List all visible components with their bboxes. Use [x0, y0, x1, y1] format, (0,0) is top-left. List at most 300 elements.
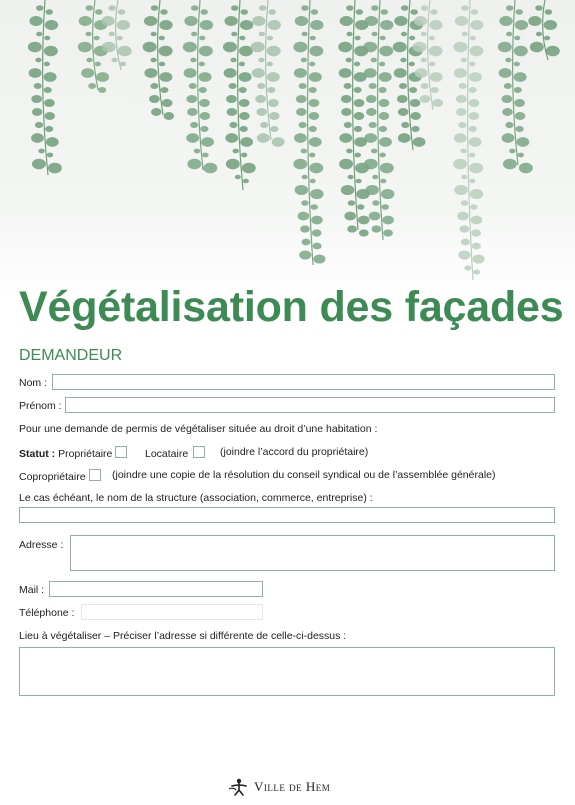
- eucalyptus-leaf: [346, 32, 352, 37]
- eucalyptus-leaf: [536, 32, 542, 37]
- eucalyptus-leaf: [162, 99, 173, 107]
- eucalyptus-leaf: [514, 36, 520, 41]
- nom-label: Nom :: [19, 377, 48, 389]
- eucalyptus-leaf: [514, 62, 520, 67]
- eucalyptus-leaf: [164, 112, 175, 120]
- eucalyptus-leaf: [379, 46, 393, 56]
- telephone-field[interactable]: [81, 604, 263, 620]
- coproprietaire-checkbox[interactable]: [89, 469, 101, 481]
- eucalyptus-leaf: [300, 225, 310, 232]
- adresse-field[interactable]: [70, 535, 555, 571]
- eucalyptus-leaf: [471, 229, 481, 236]
- prenom-label: Prénom :: [19, 400, 62, 412]
- eucalyptus-leaf: [45, 20, 58, 30]
- eucalyptus-leaf: [36, 5, 43, 11]
- eucalyptus-leaf: [313, 254, 325, 263]
- eucalyptus-leaf: [453, 42, 467, 52]
- eucalyptus-leaf: [535, 5, 542, 11]
- eucalyptus-leaf: [302, 32, 308, 37]
- eucalyptus-leaf: [268, 99, 279, 107]
- eucalyptus-leaf: [379, 126, 387, 132]
- eucalyptus-leaf: [45, 9, 52, 15]
- eucalyptus-leaf: [311, 204, 318, 210]
- eucalyptus-leaf: [309, 99, 320, 107]
- eucalyptus-leaf: [544, 20, 557, 30]
- locataire-option: [145, 446, 205, 460]
- eucalyptus-leaf: [398, 133, 411, 143]
- statut-label: Statut :: [19, 448, 56, 460]
- eucalyptus-leaf: [379, 112, 390, 120]
- eucalyptus-leaf: [379, 153, 385, 158]
- eucalyptus-leaf: [430, 72, 443, 82]
- eucalyptus-leaf: [469, 137, 482, 147]
- eucalyptus-leaf: [421, 58, 427, 63]
- eucalyptus-leaf: [546, 46, 560, 56]
- eucalyptus-leaf: [365, 16, 378, 26]
- eucalyptus-leaf: [365, 185, 378, 195]
- eucalyptus-leaf: [415, 68, 428, 78]
- eucalyptus-leaf: [341, 185, 354, 195]
- eucalyptus-leaf: [47, 153, 53, 158]
- prenom-field[interactable]: [65, 397, 555, 413]
- eucalyptus-leaf: [267, 62, 273, 67]
- eucalyptus-leaf: [256, 108, 267, 116]
- eucalyptus-leaf: [339, 68, 352, 78]
- eucalyptus-leaf: [260, 122, 268, 128]
- eucalyptus-leaf: [515, 20, 528, 30]
- eucalyptus-leaf: [239, 87, 247, 93]
- eucalyptus-leaf: [117, 20, 130, 30]
- eucalyptus-leaf: [506, 5, 513, 11]
- eucalyptus-leaf: [464, 265, 471, 270]
- eucalyptus-leaf: [363, 42, 377, 52]
- eucalyptus-leaf: [380, 36, 386, 41]
- eucalyptus-leaf: [259, 5, 266, 11]
- eucalyptus-leaf: [364, 159, 378, 169]
- footer-logo: [228, 778, 330, 796]
- eucalyptus-leaf: [460, 225, 470, 232]
- eucalyptus-leaf: [311, 9, 318, 15]
- eucalyptus-leaf: [346, 149, 352, 154]
- eucalyptus-leaf: [515, 112, 526, 120]
- eucalyptus-leaf: [295, 185, 308, 195]
- eucalyptus-leaf: [459, 83, 467, 89]
- eucalyptus-leaf: [514, 46, 528, 56]
- eucalyptus-leaf: [44, 87, 52, 93]
- eucalyptus-leaf: [516, 137, 529, 147]
- eucalyptus-leaf: [267, 87, 275, 93]
- eucalyptus-leaf: [102, 42, 116, 52]
- eucalyptus-leaf: [267, 36, 273, 41]
- eucalyptus-leaf: [239, 72, 252, 82]
- eucalyptus-leaf: [184, 16, 197, 26]
- eucalyptus-leaf: [364, 133, 377, 143]
- eucalyptus-leaf: [259, 32, 265, 37]
- eucalyptus-leaf: [199, 62, 205, 67]
- eucalyptus-leaf: [348, 200, 355, 206]
- eucalyptus-leaf: [241, 153, 247, 158]
- eucalyptus-leaf: [243, 179, 249, 184]
- eucalyptus-leaf: [143, 42, 157, 52]
- eucalyptus-leaf: [371, 5, 378, 11]
- eucalyptus-leaf: [44, 112, 55, 120]
- eucalyptus-leaf: [461, 58, 467, 63]
- eucalyptus-leaf: [413, 137, 426, 147]
- eucalyptus-leaf: [233, 149, 239, 154]
- mail-label: Mail :: [19, 584, 45, 596]
- eucalyptus-leaf: [309, 112, 320, 120]
- eucalyptus-leaf: [380, 179, 386, 184]
- eucalyptus-leaf: [302, 239, 311, 246]
- eucalyptus-leaf: [414, 16, 427, 26]
- eucalyptus-leaf: [421, 32, 427, 37]
- lieu-label: Lieu à végétaliser – Préciser l’adresse si différente de celle-ci-dessus :: [19, 630, 347, 642]
- eucalyptus-leaf: [295, 16, 308, 26]
- eucalyptus-leaf: [469, 62, 475, 67]
- eucalyptus-leaf: [410, 99, 421, 107]
- eucalyptus-leaf: [432, 99, 443, 107]
- eucalyptus-leaf: [151, 32, 157, 37]
- eucalyptus-leaf: [301, 200, 308, 206]
- eucalyptus-leaf: [530, 42, 544, 52]
- eucalyptus-leaf: [301, 58, 307, 63]
- eucalyptus-leaf: [461, 200, 468, 206]
- eucalyptus-leaf: [409, 36, 415, 41]
- eucalyptus-leaf: [380, 163, 394, 173]
- eucalyptus-leaf: [313, 243, 322, 250]
- eucalyptus-leaf: [199, 46, 213, 56]
- eucalyptus-leaf: [455, 16, 468, 26]
- eucalyptus-leaf: [473, 269, 480, 274]
- locataire-checkbox[interactable]: [193, 446, 205, 458]
- eucalyptus-leaf: [498, 42, 512, 52]
- eucalyptus-leaf: [504, 83, 512, 89]
- eucalyptus-leaf: [501, 95, 512, 103]
- eucalyptus-leaf: [470, 20, 483, 30]
- eucalyptus-leaf: [241, 9, 248, 15]
- eucalyptus-leaf: [293, 42, 307, 52]
- eucalyptus-leaf: [111, 58, 117, 63]
- locataire-note: (joindre l’accord du propriétaire): [220, 446, 369, 458]
- eucalyptus-leaf: [239, 99, 250, 107]
- eucalyptus-leaf: [44, 62, 50, 67]
- eucalyptus-leaf: [38, 149, 44, 154]
- eucalyptus-leaf: [372, 175, 378, 180]
- eucalyptus-leaf: [79, 16, 92, 26]
- eucalyptus-leaf: [44, 72, 57, 82]
- eucalyptus-leaf: [429, 46, 443, 56]
- eucalyptus-leaf: [469, 126, 477, 132]
- eucalyptus-leaf: [461, 5, 468, 11]
- eucalyptus-leaf: [358, 216, 370, 225]
- eucalyptus-leaf: [379, 72, 392, 82]
- eucalyptus-leaf: [94, 36, 100, 41]
- eucalyptus-leaf: [411, 126, 419, 132]
- eucalyptus-leaf: [242, 163, 256, 173]
- eucalyptus-leaf: [46, 137, 59, 147]
- eucalyptus-leaf: [469, 163, 483, 173]
- eucalyptus-leaf: [340, 16, 353, 26]
- eucalyptus-leaf: [429, 62, 435, 67]
- eucalyptus-leaf: [471, 9, 478, 15]
- eucalyptus-leaf: [302, 175, 308, 180]
- eucalyptus-leaf: [400, 58, 406, 63]
- eucalyptus-leaf: [354, 126, 362, 132]
- eucalyptus-leaf: [151, 108, 162, 116]
- eucalyptus-leaf: [229, 122, 237, 128]
- eucalyptus-leaf: [95, 62, 101, 67]
- eucalyptus-banner: [0, 0, 575, 300]
- eucalyptus-leaf: [421, 83, 429, 89]
- eucalyptus-leaf: [118, 9, 125, 15]
- eucalyptus-leaf: [199, 36, 205, 41]
- eucalyptus-leaf: [183, 42, 197, 52]
- eucalyptus-leaf: [410, 112, 421, 120]
- eucalyptus-leaf: [252, 68, 265, 78]
- eucalyptus-leaf: [346, 5, 353, 11]
- eucalyptus-leaf: [268, 20, 281, 30]
- copro-note: (joindre une copie de la résolution du conseil syndical ou de l’assemblée générale): [112, 469, 496, 481]
- eucalyptus-leaf: [150, 58, 156, 63]
- eucalyptus-leaf: [469, 179, 475, 184]
- eucalyptus-leaf: [381, 189, 394, 199]
- eucalyptus-leaf: [235, 175, 241, 180]
- eucalyptus-leaf: [101, 16, 114, 26]
- eucalyptus-leaf: [31, 95, 42, 103]
- lieu-field[interactable]: [19, 647, 555, 696]
- eucalyptus-leaf: [32, 108, 43, 116]
- eucalyptus-leaf: [45, 126, 53, 132]
- eucalyptus-leaf: [294, 68, 307, 78]
- eucalyptus-leaf: [515, 9, 522, 15]
- eucalyptus-leaf: [355, 153, 361, 158]
- eucalyptus-leaf: [299, 250, 311, 259]
- eucalyptus-leaf: [34, 83, 42, 89]
- eucalyptus-leaf: [341, 95, 352, 103]
- eucalyptus-leaf: [356, 9, 363, 15]
- eucalyptus-leaf: [251, 42, 265, 52]
- eucalyptus-leaf: [109, 32, 115, 37]
- eucalyptus-leaf: [29, 16, 42, 26]
- eucalyptus-leaf: [357, 204, 364, 210]
- eucalyptus-leaf: [545, 9, 552, 15]
- structure-field[interactable]: [19, 507, 555, 523]
- eucalyptus-leaf: [149, 95, 160, 103]
- eucalyptus-leaf: [354, 99, 365, 107]
- eucalyptus-leaf: [186, 95, 197, 103]
- mail-field[interactable]: [49, 581, 263, 597]
- eucalyptus-leaf: [309, 62, 315, 67]
- eucalyptus-leaf: [257, 133, 270, 143]
- eucalyptus-leaf: [298, 122, 306, 128]
- eucalyptus-leaf: [160, 87, 168, 93]
- eucalyptus-leaf: [32, 159, 46, 169]
- eucalyptus-leaf: [78, 42, 92, 52]
- eucalyptus-leaf: [309, 126, 317, 132]
- eucalyptus-leaf: [203, 163, 217, 173]
- eucalyptus-leaf: [401, 5, 408, 11]
- eucalyptus-leaf: [311, 216, 323, 225]
- eucalyptus-leaf: [470, 189, 483, 199]
- eucalyptus-leaf: [382, 204, 389, 210]
- eucalyptus-leaf: [151, 5, 158, 11]
- ville-de-hem-logo-icon: [228, 778, 250, 796]
- eucalyptus-leaf: [359, 229, 369, 236]
- eucalyptus-leaf: [202, 153, 208, 158]
- eucalyptus-leaf: [399, 83, 407, 89]
- eucalyptus-leaf: [223, 42, 237, 52]
- eucalyptus-leaf: [398, 108, 409, 116]
- eucalyptus-leaf: [201, 137, 214, 147]
- eucalyptus-leaf: [35, 58, 41, 63]
- eucalyptus-leaf: [267, 46, 281, 56]
- eucalyptus-leaf: [371, 32, 377, 37]
- eucalyptus-leaf: [150, 83, 158, 89]
- eucalyptus-leaf: [544, 36, 550, 41]
- eucalyptus-leaf: [454, 185, 467, 195]
- footer-text: Ville de Hem: [254, 779, 331, 794]
- eucalyptus-leaf: [420, 95, 431, 103]
- eucalyptus-leaf: [469, 153, 475, 158]
- eucalyptus-leaf: [509, 149, 515, 154]
- eucalyptus-leaf: [379, 99, 390, 107]
- eucalyptus-leaf: [108, 5, 115, 11]
- eucalyptus-leaf: [506, 32, 512, 37]
- eucalyptus-leaf: [519, 163, 533, 173]
- eucalyptus-leaf: [366, 95, 377, 103]
- eucalyptus-leaf: [239, 36, 245, 41]
- eucalyptus-leaf: [199, 99, 210, 107]
- eucalyptus-leaf: [344, 83, 352, 89]
- eucalyptus-leaf: [310, 36, 316, 41]
- eucalyptus-leaf: [453, 159, 467, 169]
- eucalyptus-leaf: [118, 46, 132, 56]
- eucalyptus-leaf: [257, 83, 265, 89]
- eucalyptus-leaf: [430, 9, 437, 15]
- structure-label: Le cas échéant, le nom de la structure (association, commerce, entreprise) :: [19, 492, 373, 504]
- eucalyptus-leaf: [339, 133, 352, 143]
- eucalyptus-leaf: [356, 179, 362, 184]
- eucalyptus-leaf: [35, 122, 43, 128]
- eucalyptus-leaf: [200, 126, 208, 132]
- eucalyptus-leaf: [186, 133, 199, 143]
- eucalyptus-leaf: [397, 95, 408, 103]
- eucalyptus-leaf: [231, 5, 238, 11]
- proprietaire-checkbox[interactable]: [115, 446, 127, 458]
- eucalyptus-leaf: [309, 72, 322, 82]
- locataire-label: Locataire: [145, 448, 189, 460]
- eucalyptus-leaf: [354, 87, 362, 93]
- eucalyptus-leaf: [372, 200, 379, 206]
- eucalyptus-leaf: [267, 72, 280, 82]
- eucalyptus-leaf: [86, 58, 92, 63]
- eucalyptus-leaf: [380, 20, 393, 30]
- section-heading-demandeur: DEMANDEUR: [19, 347, 123, 364]
- eucalyptus-leaf: [344, 212, 356, 221]
- eucalyptus-leaf: [299, 83, 307, 89]
- telephone-label: Téléphone :: [19, 607, 75, 619]
- eucalyptus-leaf: [224, 68, 237, 78]
- eucalyptus-leaf: [269, 112, 280, 120]
- eucalyptus-leaf: [309, 46, 323, 56]
- eucalyptus-leaf: [355, 36, 361, 41]
- eucalyptus-leaf: [226, 159, 240, 169]
- eucalyptus-leaf: [81, 68, 94, 78]
- eucalyptus-leaf: [454, 68, 467, 78]
- eucalyptus-leaf: [413, 42, 427, 52]
- adresse-label: Adresse :: [19, 539, 64, 551]
- eucalyptus-leaf: [371, 58, 377, 63]
- eucalyptus-leaf: [339, 159, 353, 169]
- eucalyptus-leaf: [410, 9, 417, 15]
- eucalyptus-leaf: [44, 46, 58, 56]
- eucalyptus-leaf: [44, 99, 55, 107]
- statut-row: [19, 446, 127, 460]
- eucalyptus-leaf: [272, 137, 285, 147]
- intro-text: Pour une demande de permis de végétaliser située au droit d’une habitation :: [19, 423, 378, 435]
- eucalyptus-leaf: [344, 122, 352, 128]
- eucalyptus-leaf: [191, 32, 197, 37]
- eucalyptus-leaf: [503, 159, 517, 169]
- eucalyptus-leaf: [456, 108, 467, 116]
- eucalyptus-leaf: [144, 16, 157, 26]
- eucalyptus-leaf: [86, 5, 93, 11]
- eucalyptus-leaf: [460, 149, 466, 154]
- eucalyptus-leaf: [199, 87, 207, 93]
- eucalyptus-leaf: [381, 9, 388, 15]
- eucalyptus-leaf: [48, 163, 62, 173]
- eucalyptus-leaf: [225, 133, 238, 143]
- eucalyptus-leaf: [431, 87, 439, 93]
- eucalyptus-leaf: [473, 254, 485, 263]
- eucalyptus-leaf: [200, 112, 211, 120]
- eucalyptus-leaf: [369, 122, 377, 128]
- eucalyptus-leaf: [230, 58, 236, 63]
- eucalyptus-leaf: [191, 5, 198, 11]
- eucalyptus-leaf: [462, 32, 468, 37]
- eucalyptus-leaf: [401, 122, 409, 128]
- eucalyptus-leaf: [469, 72, 482, 82]
- eucalyptus-illustration: [0, 0, 575, 300]
- eucalyptus-leaf: [429, 20, 442, 30]
- eucalyptus-leaf: [159, 46, 173, 56]
- eucalyptus-leaf: [457, 212, 469, 221]
- eucalyptus-leaf: [309, 87, 317, 93]
- eucalyptus-leaf: [471, 216, 483, 225]
- eucalyptus-leaf: [372, 225, 382, 232]
- eucalyptus-leaf: [379, 62, 385, 67]
- eucalyptus-leaf: [226, 95, 237, 103]
- eucalyptus-leaf: [298, 212, 310, 221]
- eucalyptus-leaf: [239, 62, 245, 67]
- eucalyptus-leaf: [159, 36, 165, 41]
- eucalyptus-leaf: [310, 20, 323, 30]
- eucalyptus-leaf: [270, 126, 278, 132]
- eucalyptus-leaf: [518, 153, 524, 158]
- eucalyptus-leaf: [429, 36, 435, 41]
- nom-field[interactable]: [52, 374, 555, 390]
- eucalyptus-leaf: [310, 189, 323, 199]
- eucalyptus-leaf: [379, 137, 392, 147]
- eucalyptus-leaf: [469, 112, 480, 120]
- eucalyptus-leaf: [29, 68, 42, 78]
- eucalyptus-leaf: [516, 126, 524, 132]
- eucalyptus-leaf: [240, 20, 253, 30]
- eucalyptus-leaf: [354, 112, 365, 120]
- eucalyptus-leaf: [366, 108, 377, 116]
- eucalyptus-leaf: [505, 122, 513, 128]
- eucalyptus-leaf: [499, 68, 512, 78]
